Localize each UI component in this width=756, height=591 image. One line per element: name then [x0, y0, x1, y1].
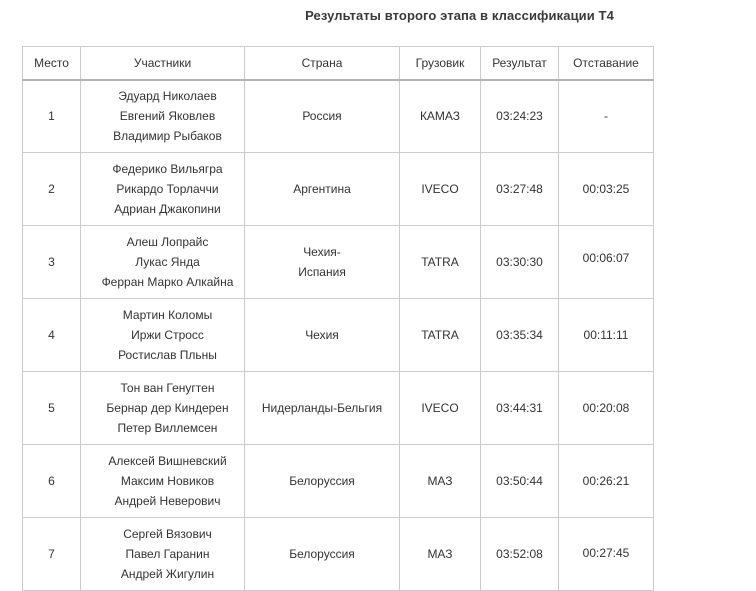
cell-place: 7	[23, 518, 81, 591]
cell-gap: 00:03:25	[559, 153, 654, 226]
table-header	[23, 47, 654, 80]
cell-participants	[81, 518, 245, 591]
cell-place: 2	[23, 153, 81, 226]
participant-name: Лукас Янда	[135, 255, 200, 269]
cell-country	[245, 299, 400, 372]
cell-place: 1	[23, 80, 81, 153]
header-truck: Грузовик	[400, 47, 481, 80]
table-row	[23, 299, 654, 372]
country-name: Чехия	[305, 328, 339, 342]
cell-place: 4	[23, 299, 81, 372]
header-gap: Отставание	[559, 47, 654, 80]
cell-gap: 00:06:07	[559, 226, 654, 299]
cell-place: 3	[23, 226, 81, 299]
cell-place: 5	[23, 372, 81, 445]
header-participants: Участники	[81, 47, 245, 80]
cell-truck: МАЗ	[400, 445, 481, 518]
cell-result: 03:24:23	[481, 80, 559, 153]
results-table	[22, 46, 654, 591]
cell-participants	[81, 80, 245, 153]
participant-name: Иржи Стросс	[131, 328, 204, 342]
participant-name: Адриан Джакопини	[114, 202, 221, 216]
participant-name: Бернар дер Киндерен	[106, 401, 229, 415]
cell-gap: 00:11:11	[559, 299, 654, 372]
table-row	[23, 153, 654, 226]
cell-result: 03:52:08	[481, 518, 559, 591]
country-name: Аргентина	[293, 182, 351, 196]
country-name: Чехия-	[303, 245, 341, 259]
participant-name: Мартин Коломы	[122, 308, 213, 322]
cell-country	[245, 226, 400, 299]
header-country: Страна	[245, 47, 400, 80]
participant-name: Петер Виллемсен	[117, 421, 218, 435]
participant-name: Рикардо Торлаччи	[116, 182, 219, 196]
cell-participants	[81, 153, 245, 226]
cell-result: 03:27:48	[481, 153, 559, 226]
cell-truck: КАМАЗ	[400, 80, 481, 153]
cell-gap: -	[559, 80, 654, 153]
participant-name: Евгений Яковлев	[119, 109, 216, 124]
participant-name: Андрей Неверович	[114, 494, 221, 508]
cell-result: 03:35:34	[481, 299, 559, 372]
cell-gap: 00:20:08	[559, 372, 654, 445]
cell-country	[245, 80, 400, 153]
participant-name: Алексей Вишневский	[108, 454, 227, 468]
header-row	[23, 47, 654, 80]
table-row	[23, 518, 654, 591]
cell-truck: IVECO	[400, 372, 481, 445]
cell-place: 6	[23, 445, 81, 518]
cell-participants	[81, 372, 245, 445]
cell-truck: МАЗ	[400, 518, 481, 591]
country-name: Россия	[302, 109, 342, 124]
country-name: Нидерланды-Бельгия	[261, 401, 383, 415]
participant-name: Ферран Марко Алкайна	[101, 275, 234, 289]
participant-name: Эдуард Николаев	[118, 89, 217, 104]
cell-participants	[81, 445, 245, 518]
cell-result: 03:44:31	[481, 372, 559, 445]
cell-country	[245, 372, 400, 445]
page-title: Результаты второго этапа в классификации Т4	[305, 8, 614, 23]
table-body	[23, 80, 654, 591]
cell-result: 03:30:30	[481, 226, 559, 299]
participant-name: Тон ван Генугтен	[120, 381, 215, 395]
country-name: Белоруссия	[289, 474, 355, 488]
cell-truck: TATRA	[400, 299, 481, 372]
participant-name: Федерико Вильягра	[112, 162, 223, 176]
cell-gap: 00:27:45	[559, 518, 654, 591]
table-row	[23, 445, 654, 518]
header-result: Результат	[481, 47, 559, 80]
cell-country	[245, 153, 400, 226]
participant-name: Андрей Жигулин	[120, 567, 215, 581]
cell-gap: 00:26:21	[559, 445, 654, 518]
table-row	[23, 226, 654, 299]
table-row	[23, 80, 654, 153]
country-name: Испания	[298, 265, 346, 279]
participant-name: Ростислав Пльны	[118, 348, 217, 362]
participant-name: Павел Гаранин	[125, 547, 210, 561]
participant-name: Сергей Вязович	[123, 527, 212, 541]
country-name: Белоруссия	[289, 547, 355, 561]
participant-name: Максим Новиков	[120, 474, 215, 488]
cell-country	[245, 518, 400, 591]
cell-country	[245, 445, 400, 518]
cell-truck: TATRA	[400, 226, 481, 299]
cell-truck: IVECO	[400, 153, 481, 226]
participant-name: Алеш Лопрайс	[126, 235, 209, 249]
cell-participants	[81, 299, 245, 372]
header-place: Место	[23, 47, 81, 80]
participant-name: Владимир Рыбаков	[113, 129, 222, 144]
table-row	[23, 372, 654, 445]
cell-participants	[81, 226, 245, 299]
cell-result: 03:50:44	[481, 445, 559, 518]
